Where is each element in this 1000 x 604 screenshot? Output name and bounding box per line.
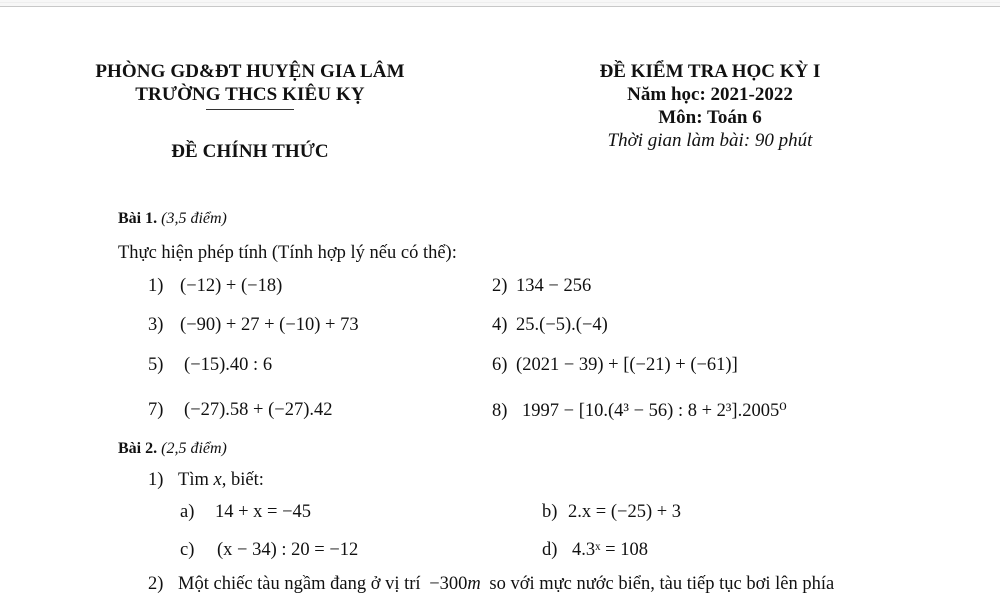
- section-1-instruction: Thực hiện phép tính (Tính hợp lý nếu có thể):: [118, 243, 457, 263]
- official-label: ĐỀ CHÍNH THỨC: [171, 141, 329, 162]
- department-name: PHÒNG GD&ĐT HUYỆN GIA LÂM: [95, 61, 405, 82]
- item-label: 5): [148, 355, 164, 375]
- exercise-2-d: [542, 540, 648, 561]
- variable-x: x: [213, 470, 222, 490]
- item-expression: 25.(−5).(−4): [516, 315, 608, 335]
- header-left: [70, 60, 430, 162]
- item-expression: (−90) + 27 + (−10) + 73: [180, 315, 359, 335]
- school-underline: [206, 109, 294, 110]
- item-expression: 1997 − [10.(4³ − 56) : 8 + 2³].2005⁰: [522, 401, 787, 421]
- exercise-1-6: [492, 355, 738, 376]
- item-expression: (−27).58 + (−27).42: [184, 400, 333, 420]
- item-expression: 2.x = (−25) + 3: [568, 502, 682, 522]
- exercise-1-7: [148, 400, 333, 421]
- exercise-1-1: [148, 276, 282, 297]
- section-1-label: Bài 1.: [118, 210, 158, 227]
- viewer-top-bar: [0, 0, 1000, 7]
- exercise-2-c: [180, 540, 358, 561]
- item-expression: (−12) + (−18): [180, 276, 283, 296]
- section-1-title: [118, 210, 227, 228]
- exercise-2-b: [542, 502, 681, 523]
- section-2-part-1: [148, 470, 264, 491]
- item-label: c): [180, 540, 195, 560]
- section-1-points: (3,5 điểm): [161, 210, 227, 227]
- section-2-title: [118, 440, 227, 458]
- part-text: Một chiếc tàu ngầm đang ở vị trí: [178, 574, 421, 594]
- exercise-2-a: [180, 502, 311, 523]
- item-expression: (2021 − 39) + [(−21) + (−61)]: [516, 355, 738, 375]
- section-2-points: (2,5 điểm): [161, 440, 227, 457]
- subject: Môn: Toán 6: [658, 107, 762, 128]
- exercise-1-2: [492, 276, 591, 297]
- exercise-1-5: [148, 355, 272, 376]
- section-2-part-2: [148, 574, 834, 595]
- viewer-top-bar-line: [0, 2, 1000, 3]
- item-expression: 4.3ˣ = 108: [572, 540, 648, 560]
- part-text: Tìm: [178, 470, 209, 490]
- part-text-suffix: , biết:: [221, 470, 264, 490]
- duration: Thời gian làm bài: 90 phút: [607, 130, 813, 151]
- exercise-1-8: [492, 400, 787, 422]
- exam-title: ĐỀ KIỂM TRA HỌC KỲ I: [599, 61, 821, 82]
- item-label: 8): [492, 401, 508, 421]
- item-label: 1): [148, 276, 164, 296]
- header-right: [560, 60, 860, 152]
- item-label: 4): [492, 315, 508, 335]
- school-year: Năm học: 2021-2022: [627, 84, 793, 105]
- exercise-1-4: [492, 315, 608, 336]
- item-expression: (x − 34) : 20 = −12: [217, 540, 359, 560]
- item-label: d): [542, 540, 558, 560]
- item-expression: 134 − 256: [516, 276, 592, 296]
- part-text-continued: so với mực nước biển, tàu tiếp tục bơi lên phía: [489, 574, 835, 594]
- item-expression: 14 + x = −45: [215, 502, 312, 522]
- item-expression: (−15).40 : 6: [184, 355, 273, 375]
- item-label: b): [542, 502, 558, 522]
- item-label: 6): [492, 355, 508, 375]
- school-name: TRƯỜNG THCS KIÊU KỴ: [135, 84, 365, 105]
- item-label: a): [180, 502, 195, 522]
- part-label: 1): [148, 470, 164, 490]
- part-label: 2): [148, 574, 164, 594]
- document-page: [0, 8, 1000, 604]
- item-label: 7): [148, 400, 164, 420]
- depth-value: −300: [429, 574, 468, 594]
- item-label: 2): [492, 276, 508, 296]
- exercise-1-3: [148, 315, 359, 336]
- section-2-label: Bài 2.: [118, 440, 158, 457]
- item-label: 3): [148, 315, 164, 335]
- depth-unit: m: [467, 574, 481, 594]
